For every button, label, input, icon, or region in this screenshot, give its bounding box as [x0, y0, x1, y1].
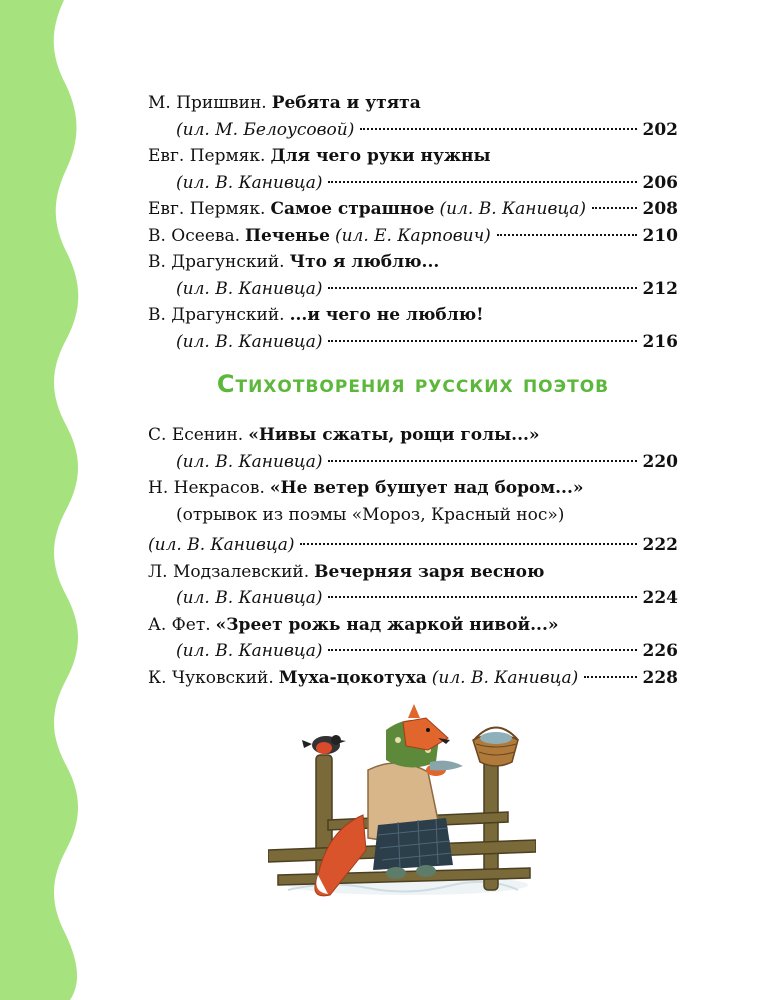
entry-author: К. Чуковский.: [148, 667, 274, 688]
entry-page-number: 224: [642, 588, 678, 608]
entry-title: ...и чего не люблю!: [289, 305, 484, 325]
toc-section-prose: [148, 90, 678, 355]
entry-author: В. Драгунский.: [148, 252, 285, 272]
entry-title: Самое страшное: [270, 199, 435, 219]
toc-entry-continuation[interactable]: [148, 276, 678, 303]
toc-entry-continuation[interactable]: [148, 117, 678, 144]
toc-entry[interactable]: [148, 302, 678, 329]
entry-author: Евг. Пермяк.: [148, 146, 266, 166]
entry-title: «Нивы сжаты, рощи голы...»: [248, 425, 540, 445]
entry-page-number: 212: [642, 278, 678, 299]
entry-author: Евг. Пермяк.: [148, 199, 266, 219]
toc-entry[interactable]: [148, 475, 678, 502]
leader-dots: [360, 128, 636, 130]
entry-title: Ребята и утята: [271, 93, 421, 113]
leader-dots: [328, 287, 636, 289]
toc-entry[interactable]: [148, 612, 678, 639]
entry-title: Что я люблю...: [289, 252, 440, 272]
entry-title: «Не ветер бушует над бором...»: [269, 478, 584, 498]
toc-entry[interactable]: [148, 249, 678, 276]
section-heading: Стихотворения русских поэтов: [216, 370, 610, 398]
entry-page-number: 216: [642, 331, 678, 352]
leader-dots: [328, 649, 636, 651]
toc-entry[interactable]: [148, 223, 678, 250]
entry-page-number: 228: [642, 667, 678, 688]
decorative-wavy-border: [0, 0, 90, 1000]
entry-title: Муха-цокотуха: [278, 667, 427, 688]
toc-entry-continuation[interactable]: [148, 585, 678, 612]
entry-subtitle: (отрывок из поэмы «Мороз, Красный нос»): [176, 504, 565, 525]
toc-entry-continuation[interactable]: [148, 638, 678, 665]
entry-title: Вечерняя заря весною: [314, 561, 545, 582]
entry-illustrator: (ил. В. Канивца): [431, 667, 579, 688]
entry-illustrator: (ил. В. Канивца): [176, 641, 323, 661]
entry-author: Л. Модзалевский.: [148, 561, 310, 582]
toc-entry-continuation[interactable]: [148, 329, 678, 356]
entry-illustrator: (ил. В. Канивца): [176, 278, 323, 299]
entry-title: Для чего руки нужны: [270, 146, 491, 166]
toc-entry[interactable]: [148, 196, 678, 223]
bird-icon: [302, 735, 346, 754]
toc-entry[interactable]: [148, 559, 678, 586]
leader-dots: [300, 543, 636, 545]
toc-entry-continuation[interactable]: [148, 449, 678, 476]
fox-on-fence-illustration: [268, 700, 536, 915]
entry-page-number: 226: [642, 641, 678, 661]
toc-entry[interactable]: [148, 665, 678, 692]
entry-page-number: 202: [642, 119, 678, 140]
toc-entry[interactable]: [148, 143, 678, 170]
entry-author: В. Осеева.: [148, 225, 240, 246]
leader-dots: [328, 596, 636, 598]
basket-icon: [473, 728, 518, 767]
entry-author: М. Пришвин.: [148, 93, 267, 113]
leader-dots: [328, 460, 636, 462]
leader-dots: [497, 234, 637, 236]
entry-author: В. Драгунский.: [148, 305, 285, 325]
toc-entry[interactable]: [148, 422, 678, 449]
entry-page-number: 208: [642, 199, 678, 219]
leader-dots: [328, 181, 636, 183]
entry-author: С. Есенин.: [148, 425, 244, 445]
entry-illustrator: (ил. В. Канивца): [176, 331, 323, 352]
entry-page-number: 222: [642, 535, 678, 555]
entry-page-number: 220: [642, 451, 678, 472]
entry-author: А. Фет.: [148, 614, 211, 635]
entry-illustrator: (ил. В. Канивца): [176, 172, 323, 193]
toc-entry-continuation[interactable]: [148, 532, 678, 559]
entry-illustrator: (ил. Е. Карпович): [334, 225, 491, 246]
entry-illustrator: (ил. В. Канивца): [148, 535, 295, 555]
entry-illustrator: (ил. В. Канивца): [176, 588, 323, 608]
toc-entry[interactable]: [148, 90, 678, 117]
entry-title: Печенье: [245, 225, 330, 246]
entry-illustrator: (ил. М. Белоусовой): [176, 119, 355, 140]
entry-author: Н. Некрасов.: [148, 478, 265, 498]
entry-illustrator: (ил. В. Канивца): [439, 199, 586, 219]
fox-character: [368, 704, 463, 879]
entry-title: «Зреет рожь над жаркой нивой...»: [215, 614, 559, 635]
entry-page-number: 206: [642, 172, 678, 193]
toc-section-poems: [148, 422, 678, 691]
entry-illustrator: (ил. В. Канивца): [176, 451, 323, 472]
leader-dots: [328, 340, 636, 342]
toc-entry-continuation: [148, 502, 678, 529]
leader-dots: [584, 676, 636, 678]
leader-dots: [592, 207, 637, 209]
entry-page-number: 210: [642, 225, 678, 246]
toc-entry-continuation[interactable]: [148, 170, 678, 197]
